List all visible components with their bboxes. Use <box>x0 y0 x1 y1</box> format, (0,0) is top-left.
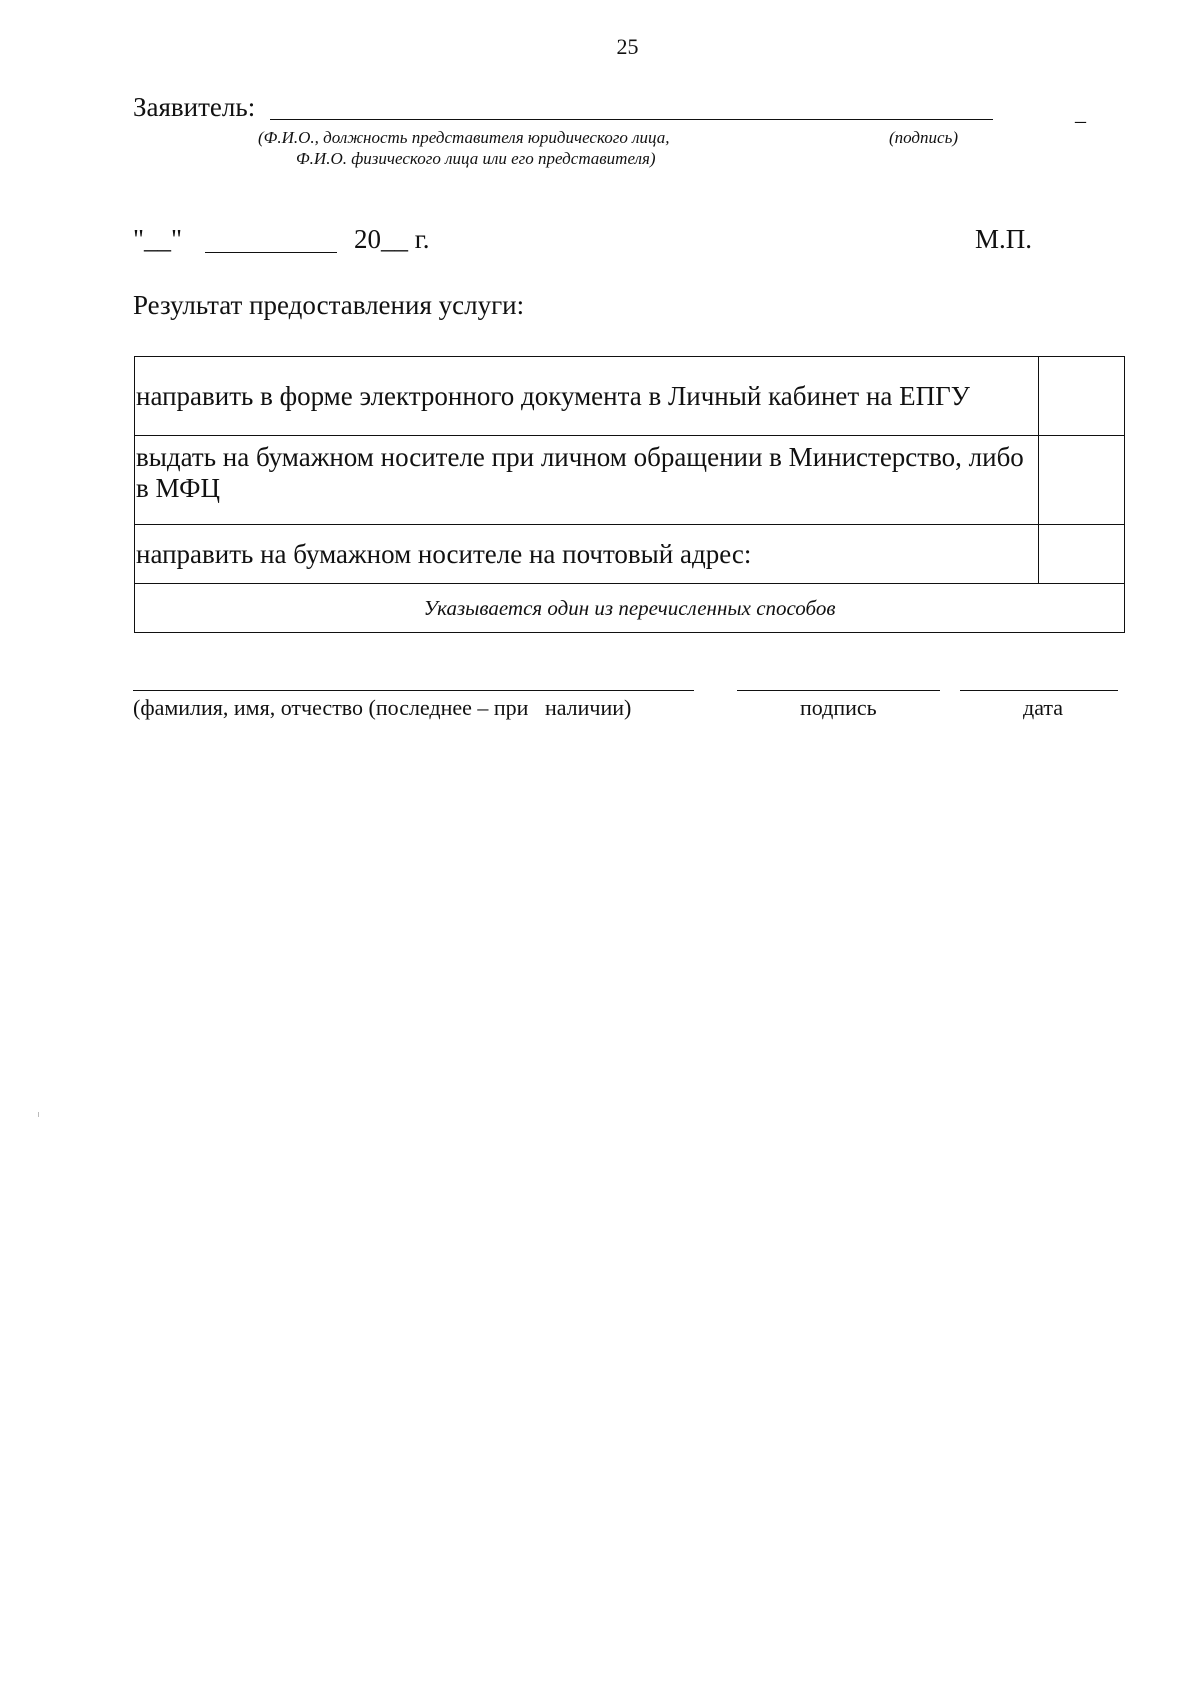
scan-artifact <box>38 1112 39 1117</box>
delivery-options-table <box>134 356 1125 633</box>
date-year: 20__ г. <box>354 224 430 254</box>
result-heading: Результат предоставления услуги: <box>133 290 525 320</box>
applicant-dash: _ <box>1075 100 1086 125</box>
applicant-signature-hint: (подпись) <box>889 128 958 147</box>
option-text: направить в форме электронного документа в Личный кабинет на ЕПГУ <box>135 357 1039 436</box>
applicant-signature-line <box>270 97 993 120</box>
applicant-label: Заявитель: <box>133 92 256 122</box>
option-text: направить на бумажном носителе на почтовый адрес: <box>135 525 1039 584</box>
name-caption: (фамилия, имя, отчество (последнее – при наличии) <box>133 695 632 720</box>
date-line <box>960 670 1118 691</box>
stamp-place: М.П. <box>975 224 1033 254</box>
page-number: 25 <box>616 34 639 59</box>
option-checkbox[interactable] <box>1039 436 1125 525</box>
date-caption: дата <box>1023 695 1064 720</box>
option-row <box>135 436 1125 525</box>
signature-caption: подпись <box>800 695 877 720</box>
selection-note: Указывается один из перечисленных способов <box>135 584 1125 633</box>
option-row <box>135 357 1125 436</box>
option-checkbox[interactable] <box>1039 357 1125 436</box>
date-month-line <box>205 230 337 253</box>
note-row <box>135 584 1125 633</box>
option-text: выдать на бумажном носителе при личном обращении в Министерство, либо в МФЦ <box>135 436 1039 525</box>
applicant-hint-line1: (Ф.И.О., должность представителя юридического лица, <box>258 128 670 147</box>
option-checkbox[interactable] <box>1039 525 1125 584</box>
name-line <box>133 670 694 691</box>
signature-line <box>737 670 940 691</box>
applicant-hint-line2: Ф.И.О. физического лица или его представителя) <box>296 149 656 168</box>
date-day: "__" <box>133 224 183 254</box>
option-row <box>135 525 1125 584</box>
